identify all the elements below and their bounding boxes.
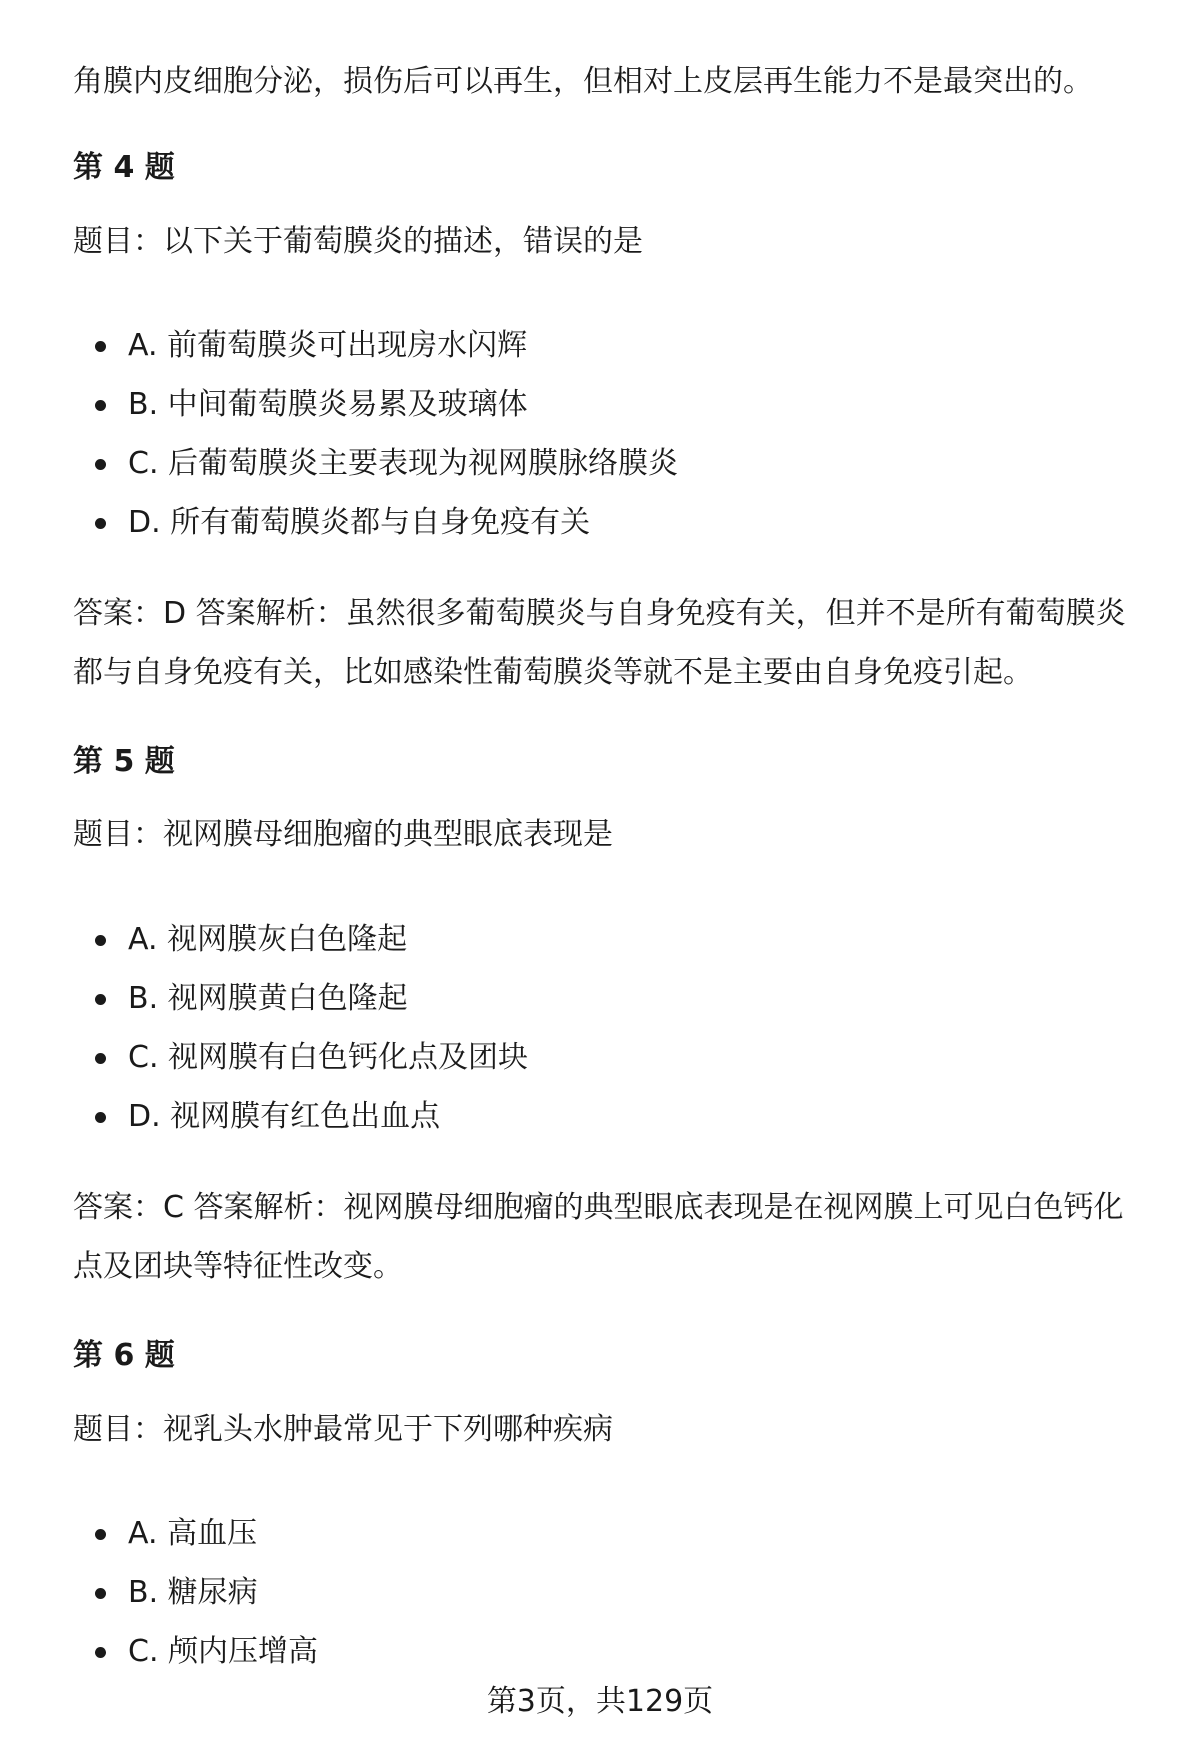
question-6-option-a: [95, 1514, 257, 1554]
question-4-option-c: [95, 444, 678, 484]
question-4-text: 题目：以下关于葡萄膜炎的描述，错误的是: [73, 224, 643, 259]
bullet-icon: [95, 1112, 106, 1123]
question-4-option-a: [95, 326, 527, 366]
option-label: C. 颅内压增高: [128, 1634, 319, 1669]
option-label: D. 视网膜有红色出血点: [128, 1099, 441, 1134]
bullet-icon: [95, 1529, 106, 1540]
bullet-icon: [95, 994, 106, 1005]
question-6-heading: 第 6 题: [73, 1338, 175, 1373]
option-label: B. 糖尿病: [128, 1575, 258, 1610]
question-5-heading: 第 5 题: [73, 744, 175, 779]
question-5-option-d: [95, 1097, 440, 1137]
option-label: A. 高血压: [128, 1516, 258, 1551]
bullet-icon: [95, 935, 106, 946]
intro-paragraph: 角膜内皮细胞分泌，损伤后可以再生，但相对上皮层再生能力不是最突出的。: [73, 64, 1093, 99]
option-label: C. 视网膜有白色钙化点及团块: [128, 1040, 529, 1075]
bullet-icon: [95, 400, 106, 411]
option-label: A. 视网膜灰白色隆起: [128, 922, 408, 957]
question-5-answer: 答案：C 答案解析：视网膜母细胞瘤的典型眼底表现是在视网膜上可见白色钙化点及团块等特征性改变。: [73, 1190, 1124, 1284]
question-4-heading: 第 4 题: [73, 150, 175, 185]
question-6-option-b: [95, 1573, 258, 1613]
bullet-icon: [95, 518, 106, 529]
question-4-option-b: [95, 385, 528, 425]
option-label: D. 所有葡萄膜炎都与自身免疫有关: [128, 505, 591, 540]
bullet-icon: [95, 1588, 106, 1599]
option-label: B. 中间葡萄膜炎易累及玻璃体: [128, 387, 528, 422]
question-4-answer: 答案：D 答案解析：虽然很多葡萄膜炎与自身免疫有关，但并不是所有葡萄膜炎都与自身免疫有关，比如感染性葡萄膜炎等就不是主要由自身免疫引起。: [73, 596, 1126, 690]
question-5-option-b: [95, 979, 408, 1019]
question-5-option-a: [95, 920, 407, 960]
bullet-icon: [95, 459, 106, 470]
question-5-option-c: [95, 1038, 528, 1078]
option-label: A. 前葡萄膜炎可出现房水闪辉: [128, 328, 528, 363]
option-label: B. 视网膜黄白色隆起: [128, 981, 408, 1016]
bullet-icon: [95, 341, 106, 352]
question-5-text: 题目：视网膜母细胞瘤的典型眼底表现是: [73, 817, 613, 852]
question-4-option-d: [95, 503, 590, 543]
question-6-text: 题目：视乳头水肿最常见于下列哪种疾病: [73, 1412, 613, 1447]
bullet-icon: [95, 1053, 106, 1064]
bullet-icon: [95, 1647, 106, 1658]
option-label: C. 后葡萄膜炎主要表现为视网膜脉络膜炎: [128, 446, 679, 481]
page-number-footer: 第3页，共129页: [486, 1684, 714, 1719]
question-6-option-c: [95, 1632, 318, 1672]
